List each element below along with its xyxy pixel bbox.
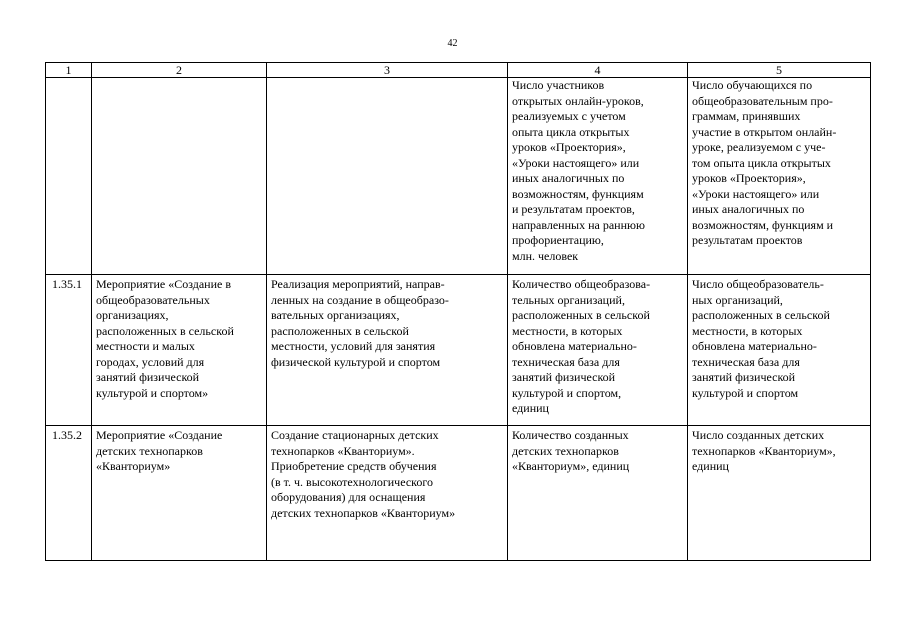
row-number-cell: 1.35.1 <box>46 275 92 426</box>
indicator-cell: Число участников открытых онлайн-уроков, реализуемых с учетом опыта цикла открытых уроков «Проектория», «Уроки настоящего» или иных аналогичных по возможностям, функциям и результатам проектов, направленных на раннюю профориентацию, млн. человек <box>508 78 688 275</box>
event-cell <box>92 78 267 275</box>
table-row <box>46 275 871 426</box>
column-header-5: 5 <box>688 63 871 78</box>
event-cell: Мероприятие «Создание детских технопарков «Кванториум» <box>92 426 267 561</box>
description-cell: Реализация мероприятий, направ- ленных на создание в общеобразо- вательных организациях, расположенных в сельской местности, условий для занятия физической культурой и спортом <box>267 275 508 426</box>
table-row <box>46 426 871 561</box>
row-number-cell <box>46 78 92 275</box>
measures-table <box>45 62 871 561</box>
column-header-4: 4 <box>508 63 688 78</box>
column-header-3: 3 <box>267 63 508 78</box>
result-cell: Число созданных детских технопарков «Кванториум», единиц <box>688 426 871 561</box>
page-number: 42 <box>447 38 458 49</box>
indicator-cell: Количество общеобразова- тельных организаций, расположенных в сельской местности, в которых обновлена материально- техническая база для занятий физической культурой и спортом, единиц <box>508 275 688 426</box>
column-header-1: 1 <box>46 63 92 78</box>
result-cell: Число общеобразователь- ных организаций, расположенных в сельской местности, в которых обновлена материально- техническая база для занятий физической культурой и спортом <box>688 275 871 426</box>
result-cell: Число обучающихся по общеобразовательным про- граммам, принявших участие в открытом онлайн- уроке, реализуемом с уче- том опыта цикла открытых уроков «Проектория», «Уроки настоящего» или иных аналогичных по возможностям, функциям и результатам проектов <box>688 78 871 275</box>
table-row <box>46 78 871 275</box>
event-cell: Мероприятие «Создание в общеобразовательных организациях, расположенных в сельской местности и малых городах, условий для занятий физической культурой и спортом» <box>92 275 267 426</box>
header-row <box>46 63 871 78</box>
indicator-cell: Количество созданных детских технопарков «Кванториум», единиц <box>508 426 688 561</box>
row-number-cell: 1.35.2 <box>46 426 92 561</box>
description-cell <box>267 78 508 275</box>
description-cell: Создание стационарных детских технопарков «Кванториум». Приобретение средств обучения (в т. ч. высокотехнологического оборудования) для оснащения детских технопарков «Кванториум» <box>267 426 508 561</box>
column-header-2: 2 <box>92 63 267 78</box>
